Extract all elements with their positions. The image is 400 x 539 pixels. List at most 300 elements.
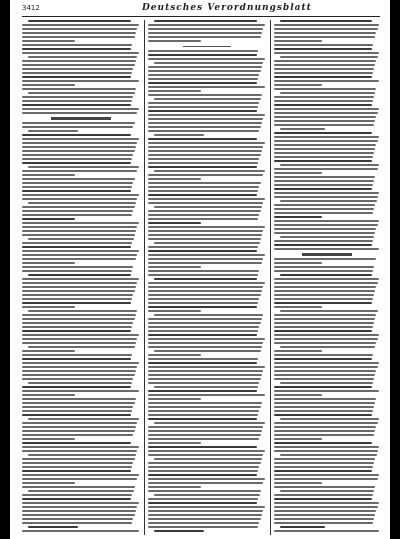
text-line (274, 306, 322, 308)
text-line (22, 410, 132, 412)
text-line (274, 302, 372, 304)
text-line (274, 248, 379, 250)
text-line (274, 262, 322, 264)
text-line (148, 194, 257, 196)
text-line (22, 198, 137, 200)
text-line (28, 202, 136, 204)
text-line (148, 234, 262, 236)
text-line (274, 326, 373, 328)
text-line (148, 190, 258, 192)
text-line (28, 274, 131, 276)
text-line (148, 254, 265, 256)
text-line (22, 282, 137, 284)
text-line (148, 406, 261, 408)
text-line (22, 338, 137, 340)
text-line (22, 398, 136, 400)
text-line (274, 88, 376, 90)
text-line (148, 174, 263, 176)
text-line (148, 270, 259, 272)
text-line (274, 172, 322, 174)
text-line (274, 258, 376, 260)
text-line (274, 366, 378, 368)
text-line (274, 148, 375, 150)
text-line (280, 164, 379, 166)
text-line (22, 174, 75, 176)
text-line (148, 78, 258, 80)
text-line (148, 370, 263, 372)
text-line (148, 454, 263, 456)
text-line (154, 134, 204, 136)
text-line (274, 510, 376, 512)
section-heading (51, 117, 111, 120)
text-line (148, 238, 261, 240)
text-line (22, 458, 135, 460)
text-line (274, 318, 375, 320)
text-line (154, 278, 257, 280)
text-line (274, 502, 379, 504)
text-line (274, 168, 378, 170)
text-line (22, 142, 137, 144)
text-line (148, 478, 265, 480)
text-line (148, 230, 263, 232)
text-line (274, 350, 322, 352)
text-line (154, 530, 204, 532)
text-line (22, 218, 75, 220)
text-line (28, 490, 134, 492)
text-line (274, 184, 373, 186)
text-line (274, 32, 376, 34)
text-line (148, 378, 261, 380)
text-line (22, 378, 133, 380)
text-line (274, 354, 373, 356)
text-line (22, 290, 135, 292)
text-line (148, 354, 201, 356)
text-line (22, 154, 133, 156)
text-line (148, 118, 263, 120)
text-line (148, 466, 259, 468)
text-line (148, 498, 258, 500)
text-line (274, 518, 374, 520)
text-line (148, 50, 258, 52)
text-line (148, 486, 201, 488)
text-line (22, 250, 139, 252)
text-line (280, 418, 379, 420)
text-line (22, 502, 139, 504)
column-divider (270, 20, 271, 535)
text-line (274, 192, 379, 194)
text-line (22, 44, 132, 46)
text-line (148, 418, 257, 420)
text-line (274, 506, 378, 508)
text-line (148, 32, 262, 34)
text-line (148, 138, 257, 140)
text-line (274, 120, 375, 122)
text-line (274, 342, 376, 344)
text-line (22, 36, 135, 38)
text-line (22, 358, 131, 360)
text-line (22, 150, 135, 152)
text-line (148, 402, 262, 404)
text-line (148, 262, 262, 264)
text-line (22, 366, 137, 368)
text-line (22, 326, 132, 328)
text-line (148, 518, 261, 520)
text-line (22, 76, 131, 78)
text-line (22, 262, 75, 264)
text-line (148, 390, 257, 392)
text-line (274, 24, 379, 26)
text-line (22, 406, 133, 408)
text-line (148, 250, 257, 252)
text-line (148, 130, 259, 132)
text-line (148, 178, 201, 180)
text-line (22, 158, 132, 160)
text-line (22, 390, 139, 392)
text-line (28, 526, 78, 528)
text-column-left (22, 20, 140, 535)
text-line (22, 122, 135, 124)
text-line (22, 506, 137, 508)
text-line (22, 434, 133, 436)
text-line (22, 84, 75, 86)
text-line (274, 438, 322, 440)
text-line (274, 220, 379, 222)
publication-title: Deutsches Verordnungsblatt (142, 3, 312, 13)
text-line (274, 160, 372, 162)
text-line (274, 136, 379, 138)
text-line (148, 274, 258, 276)
text-line (22, 350, 75, 352)
text-line (148, 434, 261, 436)
text-line (22, 438, 75, 440)
text-line (148, 162, 258, 164)
text-line (148, 330, 258, 332)
text-line (148, 298, 259, 300)
text-line (22, 206, 135, 208)
text-line (148, 150, 262, 152)
text-line (148, 74, 259, 76)
text-line (274, 330, 372, 332)
text-line (148, 246, 258, 248)
text-line (148, 334, 257, 336)
text-line (148, 446, 257, 448)
text-line (274, 108, 379, 110)
text-line (274, 458, 375, 460)
text-line (148, 142, 265, 144)
text-line (22, 450, 137, 452)
text-line (280, 490, 374, 492)
text-line (148, 102, 259, 104)
text-line (274, 334, 379, 336)
text-line (148, 318, 262, 320)
text-line (274, 80, 379, 82)
text-line (274, 406, 374, 408)
text-line (274, 228, 376, 230)
text-line (22, 446, 139, 448)
text-line (274, 530, 379, 532)
text-line (148, 490, 261, 492)
text-line (274, 474, 379, 476)
text-line (274, 446, 379, 448)
text-line (148, 266, 201, 268)
text-line (22, 222, 139, 224)
text-line (22, 88, 136, 90)
text-line (154, 422, 265, 424)
text-line (28, 382, 132, 384)
text-line (28, 346, 135, 348)
text-line (148, 58, 265, 60)
text-line (154, 386, 258, 388)
text-line (22, 510, 136, 512)
text-line (22, 100, 132, 102)
text-line (280, 526, 325, 528)
text-line (22, 470, 131, 472)
text-line (148, 154, 261, 156)
text-line (274, 132, 372, 134)
text-line (274, 188, 372, 190)
text-line (148, 182, 261, 184)
text-line (274, 84, 322, 86)
text-line (148, 40, 201, 42)
text-line (148, 430, 262, 432)
text-line (148, 346, 262, 348)
text-line (280, 346, 375, 348)
text-line (274, 180, 374, 182)
text-line (22, 178, 135, 180)
text-line (280, 92, 375, 94)
text-line (274, 282, 378, 284)
text-line (274, 96, 374, 98)
text-line (274, 466, 373, 468)
text-line (280, 200, 377, 202)
text-line (274, 450, 378, 452)
text-line (28, 238, 134, 240)
text-line (274, 322, 374, 324)
text-column-middle (148, 20, 266, 535)
text-line (22, 190, 131, 192)
text-line (148, 322, 261, 324)
text-line (274, 266, 374, 268)
text-line (280, 454, 377, 456)
text-line (22, 442, 131, 444)
text-line (22, 28, 137, 30)
text-line (148, 110, 257, 112)
text-line (148, 506, 265, 508)
text-line (22, 386, 131, 388)
text-line (22, 254, 137, 256)
section-heading (302, 253, 352, 256)
text-line (148, 226, 265, 228)
text-line (274, 76, 372, 78)
text-line (22, 210, 133, 212)
text-line (22, 258, 136, 260)
text-line (22, 194, 139, 196)
text-line (22, 426, 136, 428)
text-line (22, 146, 136, 148)
text-line (148, 426, 263, 428)
text-line (274, 112, 378, 114)
text-line (274, 338, 378, 340)
text-line (22, 362, 139, 364)
text-line (148, 326, 259, 328)
text-line (22, 96, 133, 98)
text-line (274, 378, 374, 380)
text-line (22, 478, 137, 480)
text-line (274, 60, 376, 62)
text-line (274, 140, 378, 142)
text-line (22, 52, 139, 54)
text-line (148, 218, 258, 220)
text-line (154, 98, 261, 100)
text-line (22, 230, 136, 232)
text-line (274, 290, 375, 292)
text-line (148, 410, 259, 412)
text-line (274, 470, 372, 472)
text-line (148, 126, 261, 128)
text-line (148, 510, 263, 512)
text-line (28, 20, 131, 22)
text-line (274, 28, 378, 30)
text-line (274, 104, 372, 106)
text-line (148, 366, 265, 368)
text-line (274, 52, 379, 54)
text-line (280, 382, 373, 384)
text-line (148, 502, 257, 504)
text-line (22, 306, 75, 308)
text-line (22, 134, 131, 136)
text-line (22, 334, 139, 336)
text-line (274, 398, 376, 400)
text-line (274, 44, 373, 46)
text-line (22, 294, 133, 296)
text-line (22, 60, 136, 62)
text-line (154, 494, 260, 496)
text-line (22, 108, 139, 110)
text-line (22, 518, 133, 520)
text-line (148, 398, 201, 400)
text-line (22, 394, 75, 396)
text-line (148, 166, 257, 168)
text-line (280, 274, 372, 276)
text-line (22, 370, 136, 372)
text-line (274, 216, 322, 218)
text-line (274, 294, 374, 296)
text-line (22, 462, 133, 464)
text-line (274, 64, 375, 66)
text-line (22, 302, 131, 304)
text-line (274, 152, 374, 154)
text-line (148, 28, 263, 30)
text-column-right (274, 20, 380, 535)
text-line (148, 450, 265, 452)
text-line (274, 240, 373, 242)
text-line (22, 486, 135, 488)
text-line (274, 494, 373, 496)
text-line (22, 72, 132, 74)
text-line (28, 56, 137, 58)
text-line (28, 418, 139, 420)
text-line (148, 94, 262, 96)
text-line (154, 170, 265, 172)
text-line (274, 124, 374, 126)
text-line (148, 290, 262, 292)
text-line (22, 242, 132, 244)
text-line (274, 176, 375, 178)
text-line (22, 40, 75, 42)
text-line (22, 138, 139, 140)
text-line (22, 322, 133, 324)
section-rule (183, 46, 230, 47)
text-line (274, 72, 373, 74)
text-line (274, 394, 322, 396)
text-line (148, 522, 259, 524)
column-divider (144, 20, 145, 535)
text-line (274, 156, 373, 158)
text-line (148, 294, 261, 296)
page-header (22, 2, 380, 17)
text-line (148, 394, 265, 396)
text-line (148, 286, 263, 288)
text-line (280, 236, 374, 238)
text-line (148, 462, 261, 464)
text-line (148, 470, 258, 472)
text-line (148, 186, 259, 188)
text-line (22, 126, 133, 128)
text-line (148, 214, 259, 216)
text-line (280, 310, 378, 312)
text-line (22, 318, 135, 320)
text-line (22, 278, 139, 280)
text-line (22, 354, 132, 356)
text-line (280, 20, 372, 22)
text-line (148, 210, 261, 212)
text-line (274, 224, 378, 226)
text-line (22, 474, 139, 476)
text-line (274, 478, 378, 480)
text-line (22, 286, 136, 288)
text-line (22, 80, 139, 82)
text-line (274, 314, 376, 316)
text-line (274, 402, 375, 404)
text-line (22, 32, 136, 34)
text-line (148, 258, 263, 260)
text-line (274, 298, 373, 300)
text-line (22, 298, 132, 300)
text-line (274, 422, 378, 424)
text-line (274, 270, 373, 272)
text-line (22, 64, 135, 66)
text-line (274, 212, 373, 214)
text-line (274, 208, 374, 210)
text-line (148, 382, 259, 384)
text-line (148, 146, 263, 148)
text-line (22, 68, 133, 70)
text-line (148, 310, 201, 312)
text-line (22, 514, 135, 516)
text-line (274, 286, 376, 288)
text-line (22, 414, 131, 416)
text-line (274, 36, 375, 38)
text-line (28, 454, 136, 456)
text-line (28, 310, 137, 312)
text-line (148, 482, 263, 484)
text-line (148, 358, 258, 360)
text-line (22, 112, 137, 114)
text-line (22, 186, 132, 188)
text-line (148, 526, 258, 528)
text-line (154, 242, 260, 244)
text-line (22, 530, 139, 532)
